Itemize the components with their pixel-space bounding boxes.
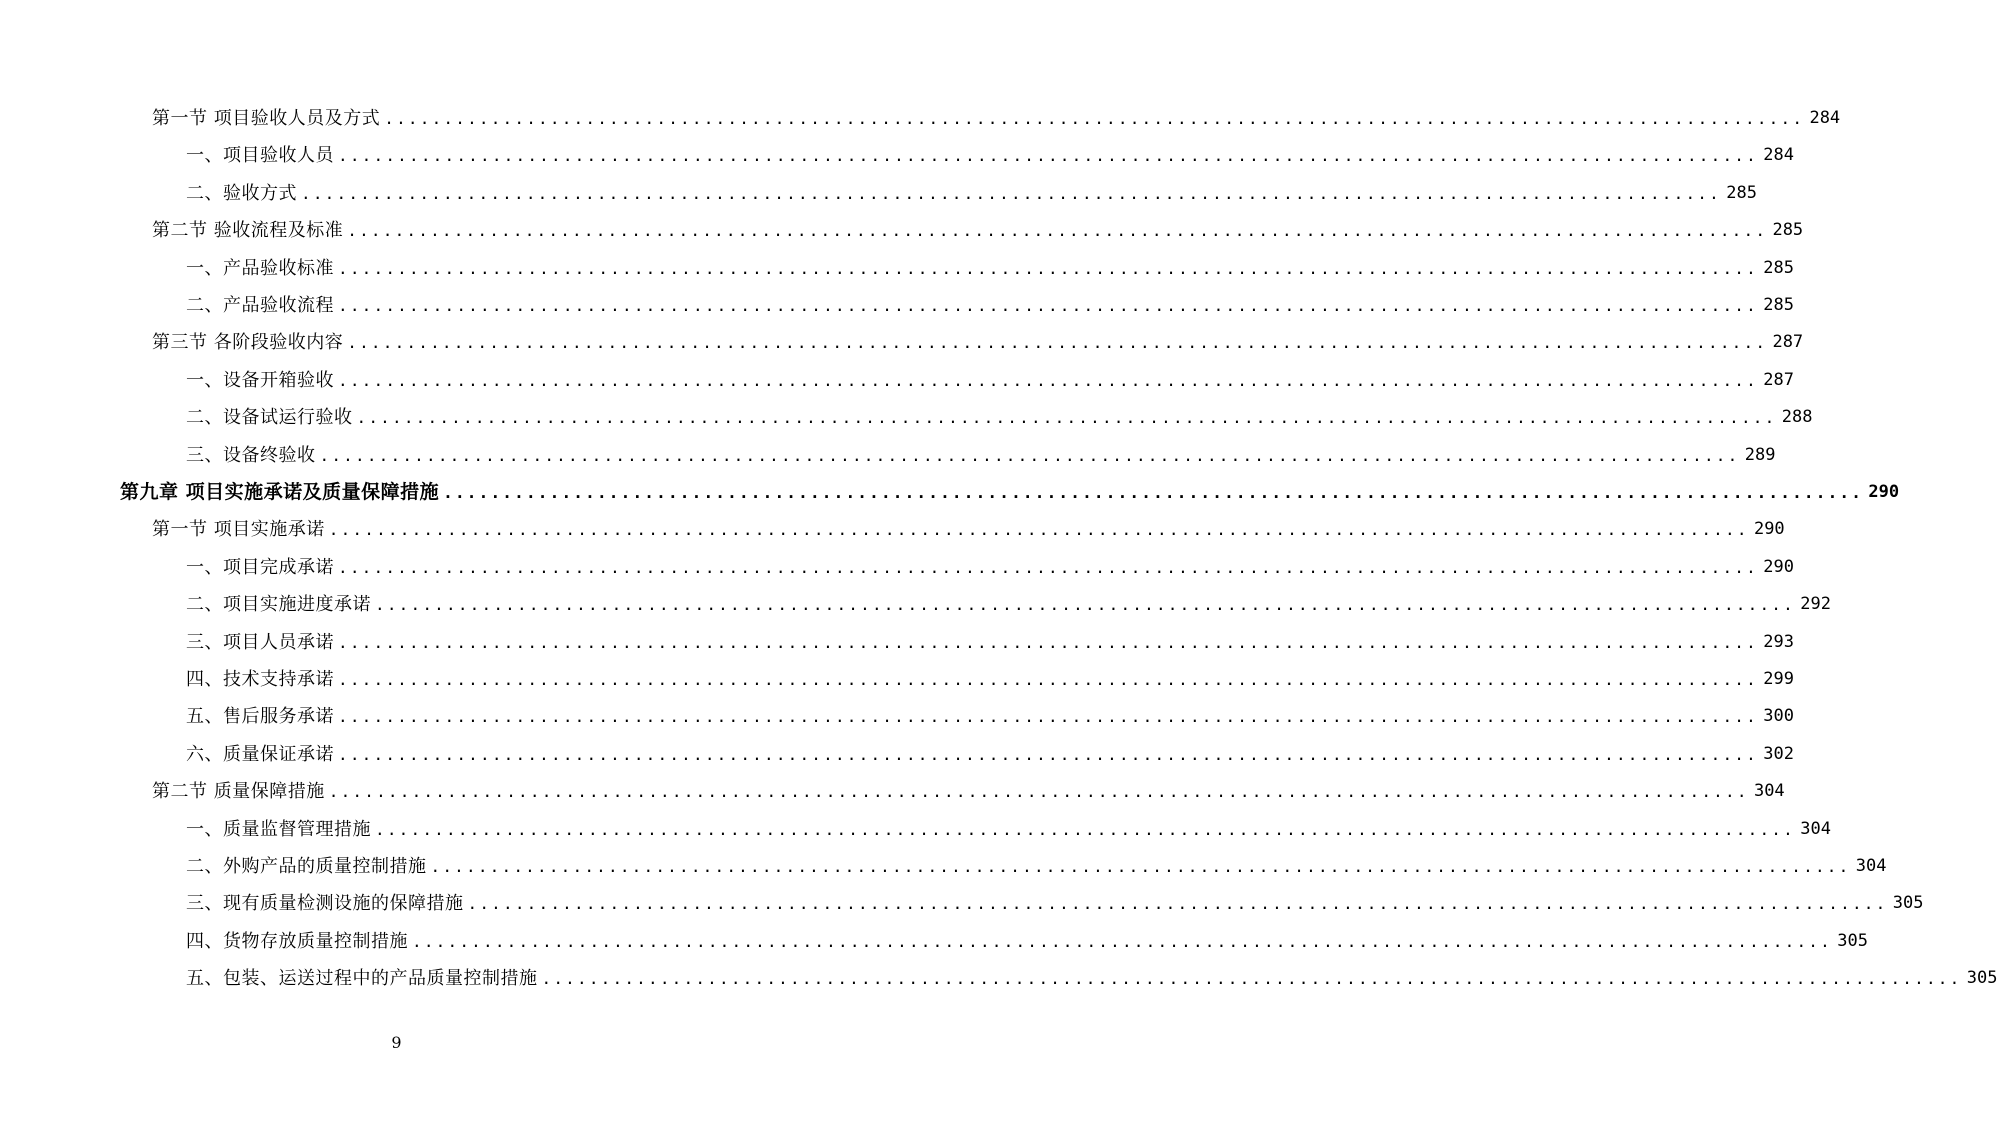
toc-dot-leader: ........................................................................................................................ [412,931,1832,951]
toc-entry-title: 第二节 质量保障措施 [152,781,325,803]
toc-dot-leader: ........................................................................................................................ [338,707,1758,727]
toc-item-entry[interactable] [186,960,1997,997]
toc-entry-title: 一、设备开箱验收 [186,369,334,391]
toc-item-entry[interactable] [186,250,1794,287]
toc-entry-page: 285 [1726,182,1757,203]
toc-item-entry[interactable] [186,287,1794,324]
toc-entry-title: 一、质量监督管理措施 [186,818,371,840]
toc-entry-title: 三、设备终验收 [186,444,316,466]
toc-section-entry[interactable] [152,773,1785,810]
toc-entry-title: 三、项目人员承诺 [186,631,334,653]
toc-dot-leader: ........................................................................................................................ [356,408,1777,428]
toc-dot-leader: ........................................................................................................................ [430,857,1851,876]
toc-entry-title: 五、包装、运送过程中的产品质量控制措施 [186,968,538,990]
toc-entry-title: 四、货物存放质量控制措施 [186,930,408,952]
toc-dot-leader: ........................................................................................................................ [301,183,1721,203]
toc-dot-leader: ........................................................................................................................ [328,520,1749,540]
toc-entry-page: 288 [1781,407,1813,428]
toc-item-entry[interactable] [186,698,1794,735]
toc-section-entry[interactable] [152,324,1804,361]
toc-dot-leader: ........................................................................................................................ [384,109,1805,128]
toc-entry-page: 284 [1763,145,1794,166]
page-number: 9 [391,1033,402,1052]
toc-item-entry[interactable] [186,549,1794,586]
toc-entry-page: 302 [1763,743,1794,764]
toc-dot-leader: ........................................................................................................................ [375,819,1795,839]
toc-entry-title: 一、项目完成承诺 [186,556,334,578]
toc-entry-page: 292 [1800,594,1831,615]
toc-entry-title: 二、外购产品的质量控制措施 [186,856,427,877]
toc-entry-title: 二、产品验收流程 [186,295,334,316]
toc-dot-leader: ........................................................................................................................ [338,258,1758,278]
toc-entry-title: 二、项目实施进度承诺 [186,594,371,616]
toc-dot-leader: ........................................................................................................................ [338,744,1758,764]
toc-entry-title: 三、现有质量检测设施的保障措施 [186,893,464,915]
toc-dot-leader: ........................................................................................................................ [541,969,1962,989]
toc-item-entry[interactable] [186,736,1794,773]
toc-entry-page: 304 [1855,856,1887,876]
toc-item-entry[interactable] [186,437,1776,474]
toc-item-entry[interactable] [186,661,1794,698]
toc-entry-page: 305 [1966,968,1997,989]
toc-entry-page: 287 [1763,369,1794,390]
toc-dot-leader: ........................................................................................................................ [375,595,1795,615]
toc-dot-leader: ........................................................................................................................ [319,445,1740,465]
toc-dot-leader: ........................................................................................................................ [328,782,1749,802]
toc-entry-page: 300 [1763,706,1794,727]
toc-entry-page: 289 [1744,444,1776,465]
toc-entry-page: 285 [1763,257,1794,278]
toc-entry-page: 290 [1753,519,1785,540]
toc-entry-page: 304 [1800,818,1831,839]
toc-item-entry[interactable] [186,624,1794,661]
toc-dot-leader: ........................................................................................................................ [347,333,1768,353]
toc-section-entry[interactable] [152,511,1785,548]
toc-entry-title: 一、项目验收人员 [186,145,334,167]
toc-entry-title: 二、设备试运行验收 [186,407,353,429]
toc-entry-title: 四、技术支持承诺 [186,669,334,690]
toc-item-entry[interactable] [186,885,1924,922]
toc-item-entry[interactable] [186,586,1831,623]
toc-dot-leader: ........................................................................................................................ [338,296,1758,315]
toc-entry-page: 299 [1763,669,1794,689]
toc-entry-title: 六、质量保证承诺 [186,743,334,765]
toc-entry-title: 第一节 项目验收人员及方式 [152,108,381,129]
toc-dot-leader: ........................................................................................................................ [338,632,1758,652]
toc-section-entry[interactable] [152,212,1804,249]
toc-item-entry[interactable] [186,848,1887,885]
toc-dot-leader: ........................................................................................................................ [338,670,1758,689]
toc-entry-page: 285 [1772,220,1804,241]
toc-dot-leader: ........................................................................................................................ [443,483,1864,502]
toc-item-entry[interactable] [186,137,1794,174]
toc-item-entry[interactable] [186,399,1813,436]
toc-item-entry[interactable] [186,175,1757,212]
toc-entry-page: 293 [1763,631,1794,652]
toc-entry-page: 290 [1763,556,1794,577]
toc-entry-title: 第三节 各阶段验收内容 [152,332,344,354]
toc-entry-page: 305 [1892,893,1924,914]
toc-entry-title: 第二节 验收流程及标准 [152,220,344,242]
toc-dot-leader: ........................................................................................................................ [338,557,1758,577]
toc-section-entry[interactable] [152,100,1841,137]
toc-entry-title: 五、售后服务承诺 [186,706,334,728]
toc-item-entry[interactable] [186,923,1868,960]
toc-entry-page: 290 [1868,482,1900,502]
toc-dot-leader: ........................................................................................................................ [347,221,1768,241]
toc-entry-title: 二、验收方式 [186,182,297,204]
toc-entry-page: 305 [1837,930,1868,951]
toc-entry-title: 第一节 项目实施承诺 [152,519,325,541]
toc-dot-leader: ........................................................................................................................ [338,146,1758,166]
toc-entry-title: 第九章 项目实施承诺及质量保障措施 [120,481,440,503]
toc-chapter-entry[interactable] [120,474,1900,511]
toc-entry-title: 一、产品验收标准 [186,257,334,279]
toc-dot-leader: ........................................................................................................................ [467,894,1888,914]
toc-entry-page: 304 [1753,781,1785,802]
toc-entry-page: 284 [1809,108,1841,128]
toc-item-entry[interactable] [186,811,1831,848]
toc-entry-page: 285 [1763,295,1794,315]
toc-item-entry[interactable] [186,362,1794,399]
toc-entry-page: 287 [1772,332,1804,353]
toc-dot-leader: ........................................................................................................................ [338,370,1758,390]
